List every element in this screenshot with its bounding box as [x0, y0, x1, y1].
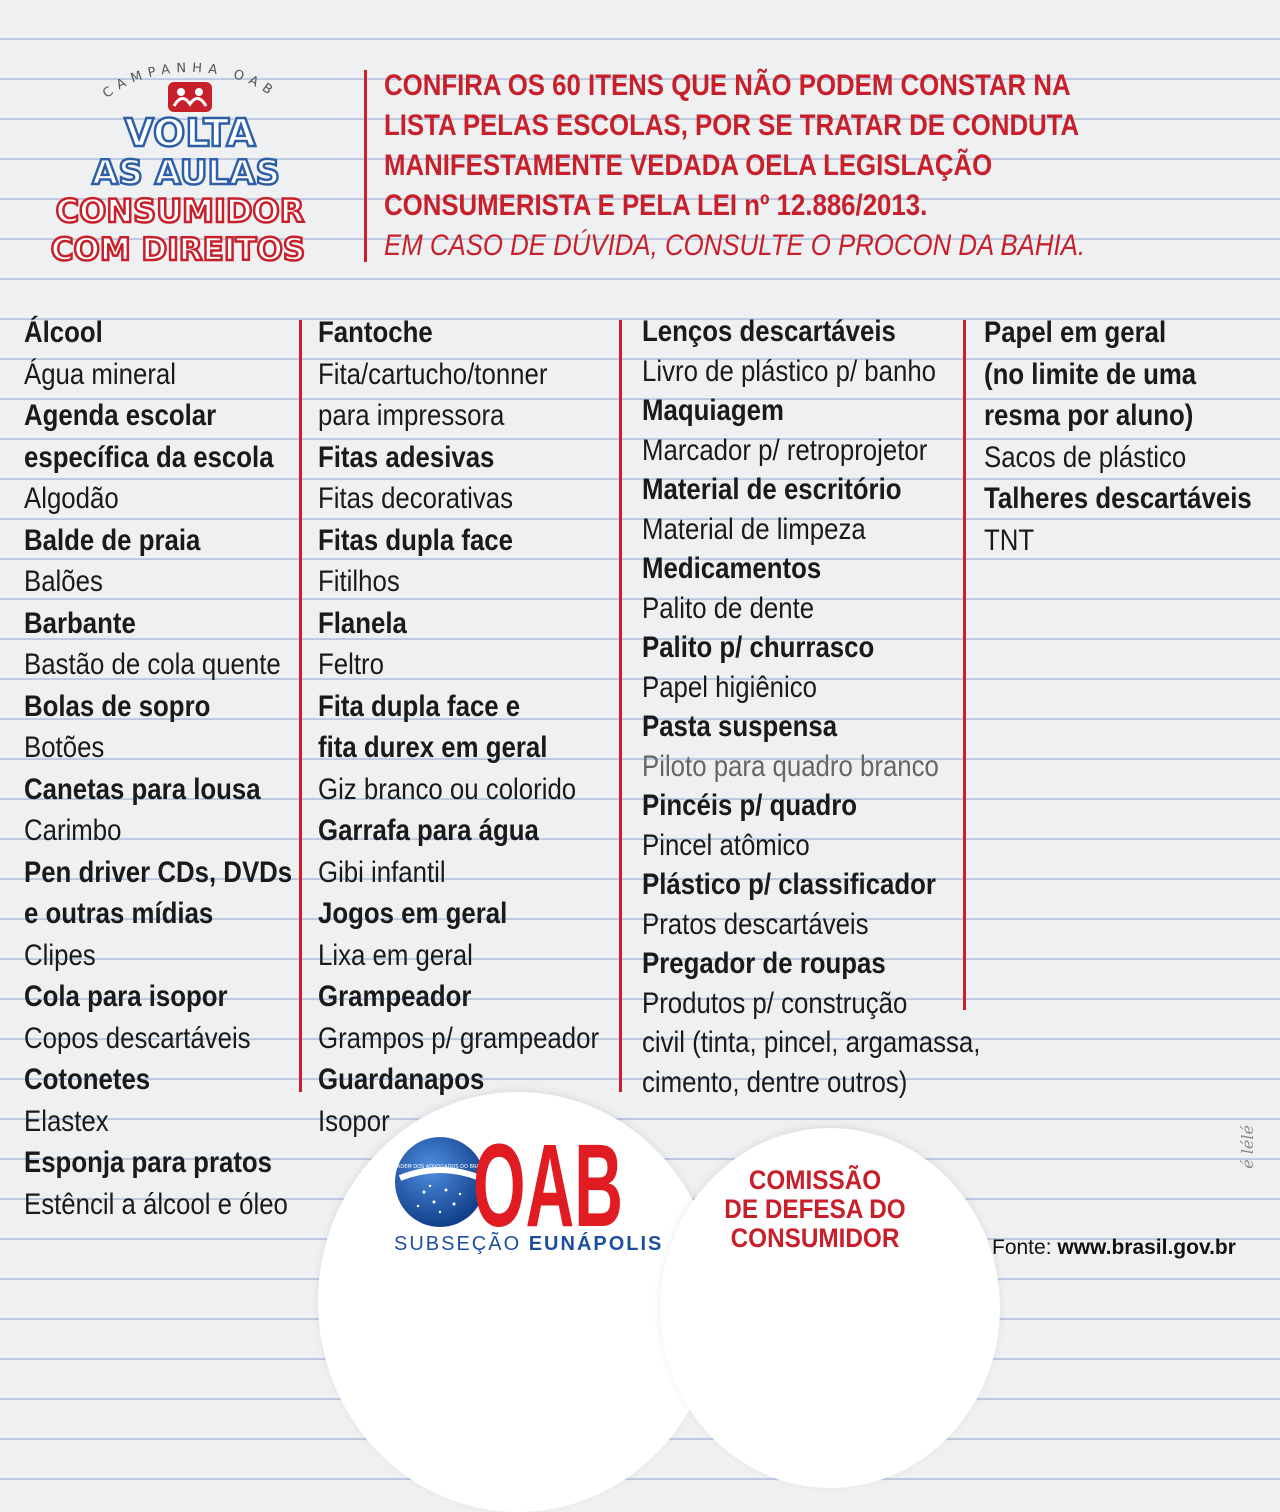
- list-item: Palito de dente: [642, 591, 815, 625]
- list-item: Esponja para pratos: [24, 1146, 273, 1179]
- list-item: Pen driver CDs, DVDs: [24, 855, 293, 889]
- list-item: (no limite de uma: [984, 357, 1197, 391]
- column-divider: [963, 320, 966, 1010]
- list-item: Bastão de cola quente: [24, 648, 281, 681]
- book-icon: [168, 82, 212, 112]
- list-item: Cola para isopor: [24, 980, 228, 1013]
- list-item: Papel higiênico: [642, 670, 817, 704]
- list-item: Elastex: [24, 1104, 109, 1138]
- list-item: fita durex em geral: [318, 731, 548, 764]
- list-item: Medicamentos: [642, 552, 822, 585]
- list-item: Bolas de sopro: [24, 689, 211, 723]
- items-column-3: [642, 312, 980, 1102]
- list-item: Grampos p/ grampeador: [318, 1021, 600, 1055]
- list-item: Piloto para quadro branco: [642, 749, 939, 783]
- list-item: Fita/cartucho/tonner: [318, 357, 548, 391]
- column-divider: [619, 320, 622, 1092]
- list-item: específica da escola: [24, 440, 274, 474]
- globe-text: ORDEM DOS ADVOGADOS DO BRASIL: [394, 1164, 488, 1170]
- list-item: Sacos de plástico: [984, 440, 1187, 474]
- headline-line: MANIFESTAMENTE VEDADA OELA LEGISLAÇÃO: [384, 149, 993, 182]
- list-item: Fitilhos: [318, 565, 400, 598]
- headline-note: EM CASO DE DÚVIDA, CONSULTE O PROCON DA BAHIA.: [384, 229, 1086, 262]
- list-item: Algodão: [24, 482, 119, 515]
- list-item: Barbante: [24, 606, 136, 640]
- list-item: Livro de plástico p/ banho: [642, 354, 937, 388]
- artist-signature: é lélé: [1238, 1125, 1257, 1169]
- list-item: Clipes: [24, 938, 96, 972]
- source-url: www.brasil.gov.br: [1057, 1236, 1236, 1259]
- headline: [384, 66, 1141, 266]
- list-item: Palito p/ churrasco: [642, 631, 875, 664]
- logo-line-com-direitos: COM DIREITOS: [50, 232, 306, 268]
- list-item: Fantoche: [318, 316, 433, 349]
- list-item: civil (tinta, pincel, argamassa,: [642, 1026, 981, 1059]
- list-item: Plástico p/ classificador: [642, 868, 936, 901]
- column-divider: [299, 320, 302, 1092]
- logo-line-as-aulas: AS AULAS: [92, 153, 280, 193]
- list-item: Talheres descartáveis: [984, 482, 1252, 515]
- list-item: Fitas decorativas: [318, 482, 514, 515]
- list-item: Pasta suspensa: [642, 710, 838, 743]
- subsecao-label: [394, 1233, 664, 1256]
- list-item: Água mineral: [24, 357, 177, 391]
- list-item: Pincéis p/ quadro: [642, 789, 858, 822]
- list-item: Grampeador: [318, 980, 472, 1013]
- list-item: Pincel atômico: [642, 828, 810, 862]
- list-item: Material de escritório: [642, 473, 902, 506]
- items-column-2: [318, 312, 599, 1142]
- items-column-4: [984, 312, 1252, 561]
- list-item: Papel em geral: [984, 316, 1167, 349]
- list-item: Jogos em geral: [318, 897, 508, 930]
- list-item: Marcador p/ retroprojetor: [642, 433, 928, 467]
- campaign-logo: [28, 62, 348, 272]
- subsecao-city: EUNÁPOLIS: [528, 1233, 664, 1255]
- list-item: Isopor: [318, 1104, 390, 1138]
- list-item: Balde de praia: [24, 523, 201, 557]
- header-divider: [364, 70, 367, 262]
- list-item: Maquiagem: [642, 394, 784, 427]
- list-item: Produtos p/ construção: [642, 986, 908, 1020]
- list-item: Gibi infantil: [318, 855, 446, 889]
- list-item: Cotonetes: [24, 1063, 151, 1096]
- list-item: Feltro: [318, 648, 384, 681]
- list-item: resma por aluno): [984, 399, 1194, 432]
- list-item: Pratos descartáveis: [642, 907, 869, 941]
- list-item: Giz branco ou colorido: [318, 772, 577, 806]
- oab-logo: [394, 1132, 624, 1232]
- list-item: Carimbo: [24, 814, 122, 847]
- campaign-arc-text: CAMPANHA OAB: [100, 62, 280, 102]
- comissao-line: DE DEFESA DO: [724, 1194, 906, 1224]
- list-item: Pregador de roupas: [642, 947, 886, 980]
- list-item: Garrafa para água: [318, 814, 539, 847]
- list-item: Lenços descartáveis: [642, 315, 896, 348]
- list-item: Álcool: [24, 316, 103, 349]
- comissao-line: COMISSÃO: [748, 1165, 882, 1195]
- source-label: Fonte:: [992, 1236, 1052, 1259]
- headline-line: CONSUMERISTA E PELA LEI nº 12.886/2013.: [384, 189, 928, 222]
- list-item: Flanela: [318, 606, 407, 640]
- list-item: TNT: [984, 523, 1035, 557]
- headline-line: CONFIRA OS 60 ITENS QUE NÃO PODEM CONSTAR NA: [384, 69, 1071, 102]
- logo-line-volta: VOLTA: [124, 111, 256, 155]
- list-item: Balões: [24, 565, 103, 598]
- list-item: Canetas para lousa: [24, 772, 261, 806]
- list-item: Fitas adesivas: [318, 440, 495, 474]
- subsecao-prefix: SUBSEÇÃO: [394, 1233, 522, 1255]
- list-item: Fita dupla face e: [318, 689, 521, 723]
- list-item: e outras mídias: [24, 897, 214, 930]
- source-credit: [992, 1236, 1236, 1260]
- list-item: cimento, dentre outros): [642, 1065, 908, 1099]
- items-column-1: [24, 312, 292, 1225]
- list-item: Botões: [24, 731, 105, 764]
- list-item: Material de limpeza: [642, 512, 866, 546]
- campaign-logo-art: [28, 62, 348, 272]
- headline-line: LISTA PELAS ESCOLAS, POR SE TRATAR DE CONDUTA: [384, 109, 1080, 142]
- comissao-line: CONSUMIDOR: [730, 1223, 900, 1253]
- list-item: Lixa em geral: [318, 938, 473, 972]
- oab-letters: OAB: [473, 1132, 623, 1232]
- list-item: Fitas dupla face: [318, 523, 513, 557]
- logo-line-consumidor: CONSUMIDOR: [55, 192, 305, 230]
- list-item: Copos descartáveis: [24, 1021, 251, 1055]
- list-item: Estêncil a álcool e óleo: [24, 1187, 288, 1221]
- oab-logo-art: [394, 1132, 624, 1232]
- comissao-title: [712, 1166, 919, 1253]
- list-item: Agenda escolar: [24, 399, 217, 432]
- list-item: para impressora: [318, 399, 505, 432]
- list-item: Guardanapos: [318, 1063, 485, 1096]
